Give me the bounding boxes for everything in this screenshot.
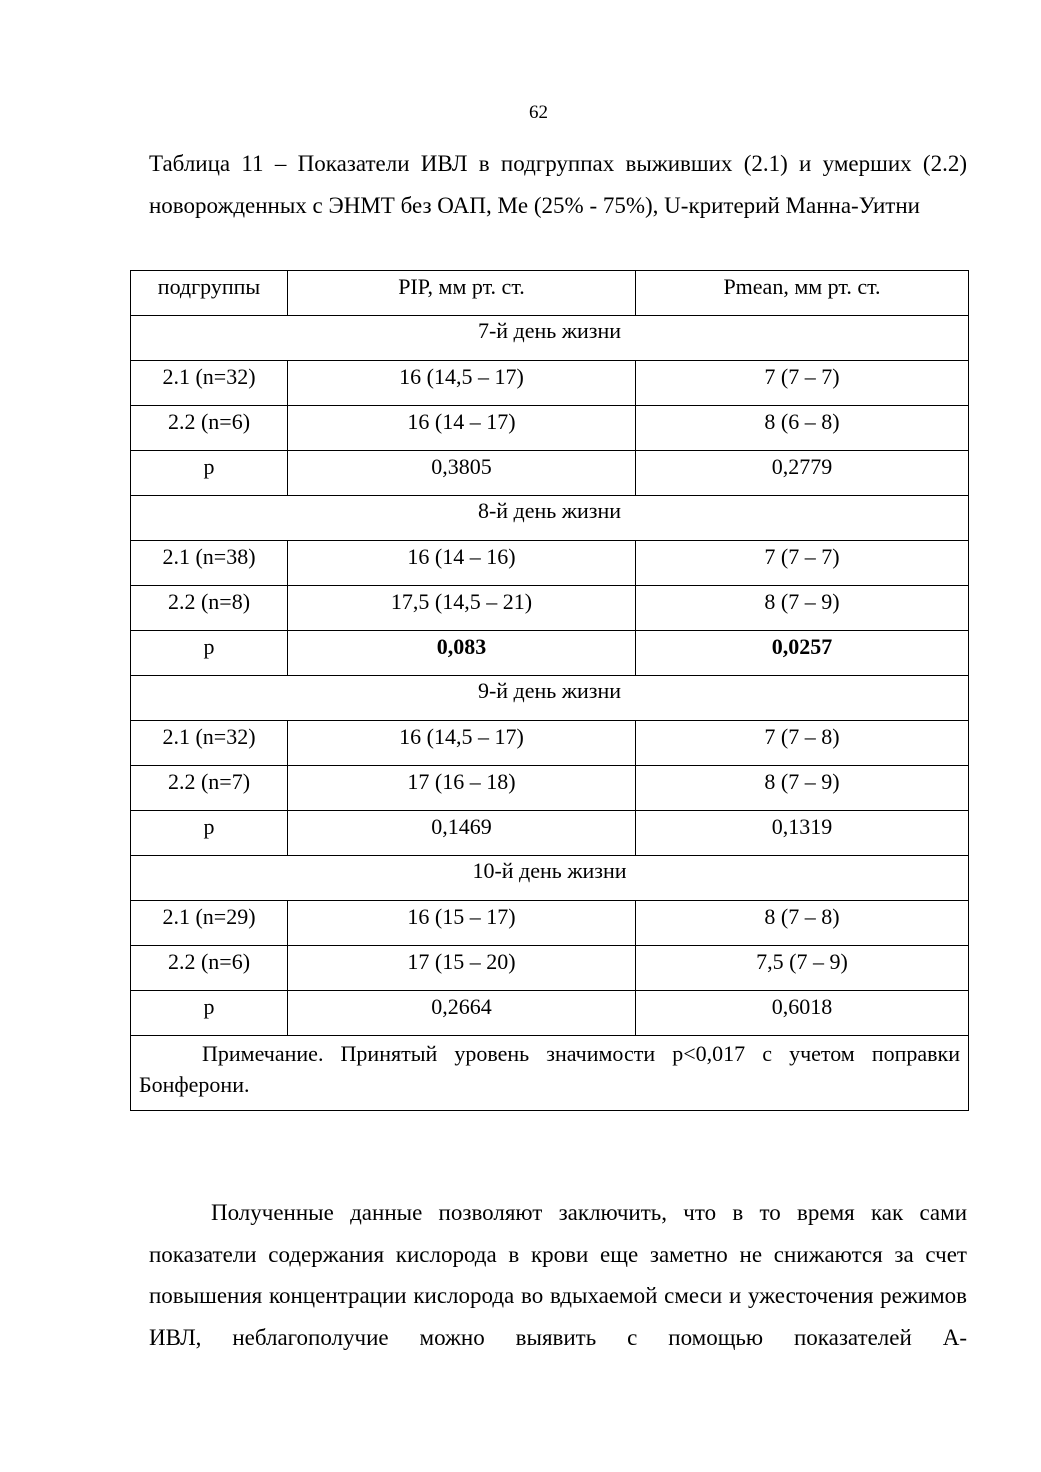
table-cell: 0,2664 (288, 991, 636, 1036)
table-cell: 8 (7 – 8) (636, 901, 969, 946)
table-cell: 8 (6 – 8) (636, 406, 969, 451)
table-row (131, 631, 969, 676)
table-cell: 2.2 (n=6) (131, 946, 288, 991)
header-cell: PIP, мм рт. ст. (288, 271, 636, 316)
table-note: Примечание. Принятый уровень значимости p<0,017 с учетом поправки Бонферони. (139, 1041, 960, 1097)
table-cell: p (131, 811, 288, 856)
table-row (131, 406, 969, 451)
table-cell: 0,083 (288, 631, 636, 676)
table-row (131, 541, 969, 586)
table-cell: 8 (7 – 9) (636, 586, 969, 631)
table-cell: 0,1319 (636, 811, 969, 856)
table-cell: 7 (7 – 7) (636, 541, 969, 586)
table-cell: 8 (7 – 9) (636, 766, 969, 811)
table-cell: 0,2779 (636, 451, 969, 496)
table-note-cell (131, 1036, 969, 1111)
table-cell: p (131, 991, 288, 1036)
table-row (131, 811, 969, 856)
section-title: 7-й день жизни (131, 316, 969, 361)
section-title: 8-й день жизни (131, 496, 969, 541)
table-cell: 2.2 (n=8) (131, 586, 288, 631)
table-cell: 2.1 (n=38) (131, 541, 288, 586)
table-row (131, 586, 969, 631)
table-cell: 17 (16 – 18) (288, 766, 636, 811)
table-cell: 0,6018 (636, 991, 969, 1036)
table-row (131, 946, 969, 991)
table-row (131, 766, 969, 811)
table-cell: p (131, 451, 288, 496)
table-caption: Таблица 11 – Показатели ИВЛ в подгруппах выживших (2.1) и умерших (2.2) новорожденных с ЭНМТ без ОАП, Me (25% - 75%), U-критерий Манна-Уитни (149, 151, 967, 218)
section-row (131, 496, 969, 541)
header-cell: подгруппы (131, 271, 288, 316)
table-cell: 0,3805 (288, 451, 636, 496)
table-cell: 0,0257 (636, 631, 969, 676)
data-table (130, 270, 969, 1111)
table-cell: 16 (14 – 16) (288, 541, 636, 586)
table-cell: 17 (15 – 20) (288, 946, 636, 991)
table-cell: 7 (7 – 8) (636, 721, 969, 766)
section-title: 10-й день жизни (131, 856, 969, 901)
table-cell: 16 (15 – 17) (288, 901, 636, 946)
table-cell: 0,1469 (288, 811, 636, 856)
table-cell: 2.1 (n=32) (131, 361, 288, 406)
table-header-row (131, 271, 969, 316)
section-row (131, 676, 969, 721)
table-cell: p (131, 631, 288, 676)
table-row (131, 901, 969, 946)
table-cell: 2.2 (n=7) (131, 766, 288, 811)
table-cell: 7 (7 – 7) (636, 361, 969, 406)
section-row (131, 856, 969, 901)
header-cell: Pmean, мм рт. ст. (636, 271, 969, 316)
page-number: 62 (529, 102, 548, 123)
table-cell: 16 (14 – 17) (288, 406, 636, 451)
table-row (131, 361, 969, 406)
body-paragraph: Полученные данные позволяют заключить, что в то время как сами показатели содержания кислорода в крови еще заметно не снижаются за счет повышения концентрации кислорода во вдыхаемой смеси и ужесточения режимов ИВЛ, неблагополучие можно выявить с помощью показателей А- (149, 1200, 967, 1350)
section-title: 9-й день жизни (131, 676, 969, 721)
table-cell: 2.1 (n=29) (131, 901, 288, 946)
note-row (131, 1036, 969, 1111)
table-cell: 16 (14,5 – 17) (288, 721, 636, 766)
table-row (131, 721, 969, 766)
table-cell: 16 (14,5 – 17) (288, 361, 636, 406)
table-row (131, 991, 969, 1036)
table-cell: 17,5 (14,5 – 21) (288, 586, 636, 631)
table-cell: 2.1 (n=32) (131, 721, 288, 766)
table-cell: 2.2 (n=6) (131, 406, 288, 451)
table-row (131, 451, 969, 496)
section-row (131, 316, 969, 361)
table-cell: 7,5 (7 – 9) (636, 946, 969, 991)
